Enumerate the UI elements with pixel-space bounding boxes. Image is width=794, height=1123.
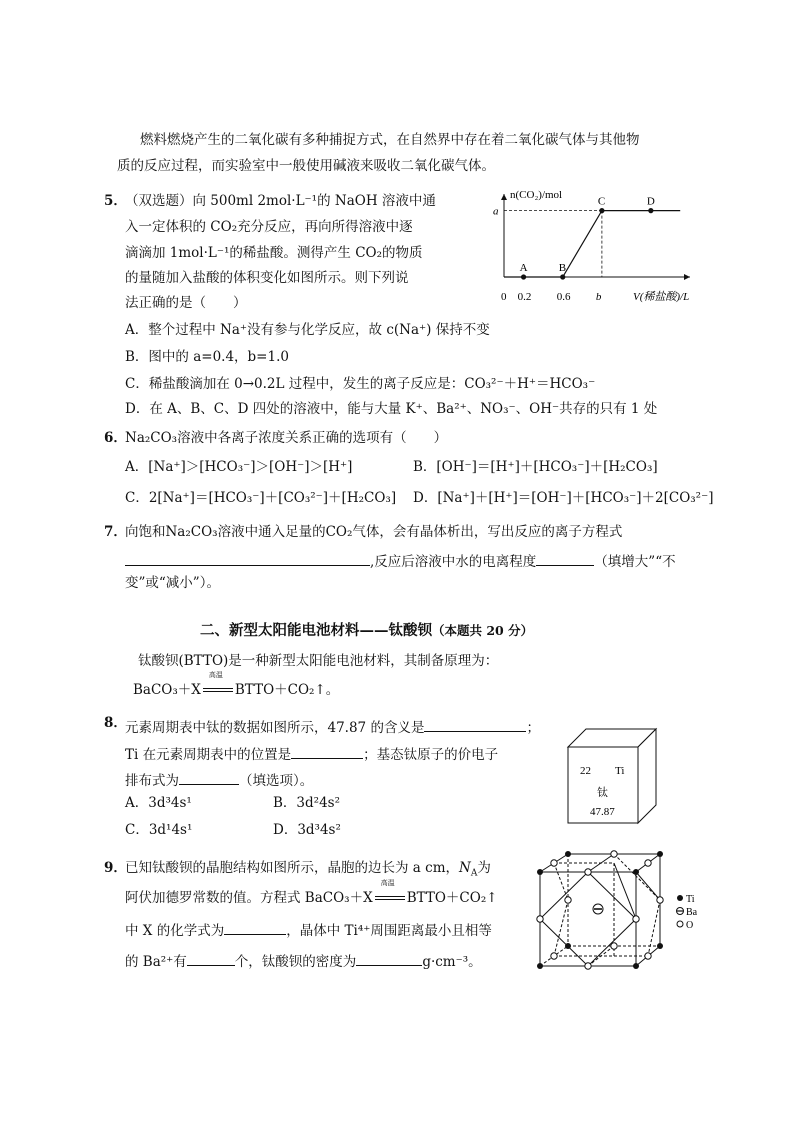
q8-number: 8． xyxy=(104,715,127,731)
q8-line-3-text: 排布式为 xyxy=(125,773,179,789)
q8-option-c: C．3d¹4s¹ xyxy=(125,822,193,838)
q7-number: 7． xyxy=(104,524,127,540)
q9-line-4-mid: 个，钛酸钡的密度为 xyxy=(234,954,357,970)
q8-blank-meaning[interactable] xyxy=(424,717,526,732)
q7-line-3: 变”或“减小”）。 xyxy=(125,575,220,591)
q5-number: 5． xyxy=(104,193,127,209)
q9-line-3 xyxy=(125,920,492,939)
q5-option-d: D．在 A、B、C、D 四处的溶液中，能与大量 K⁺、Ba²⁺、NO₃⁻、OH⁻共存的只有 1 处 xyxy=(125,401,658,417)
point-label-c: C xyxy=(597,195,606,208)
q9-blank-formula[interactable] xyxy=(224,920,286,935)
crystal-cell-diagram xyxy=(528,848,708,970)
co2-chart xyxy=(490,180,705,305)
element-name: 钛 xyxy=(597,787,608,799)
q6-option-c: C．2[Na⁺]＝[HCO₃⁻]＋[CO₃²⁻]＋[H₂CO₃] xyxy=(125,490,397,506)
q5-option-b: B．图中的 a=0.4，b=1.0 xyxy=(125,349,289,365)
q5-line-5: 法正确的是（ ） xyxy=(125,295,247,311)
q9-blank-count[interactable] xyxy=(187,951,235,966)
y-tick-label: a xyxy=(493,205,499,218)
q6-option-d: D．[Na⁺]＋[H⁺]＝[OH⁻]＋[HCO₃⁻]＋2[CO₃²⁻] xyxy=(413,490,714,506)
q8-option-d: D．3d³4s² xyxy=(273,822,341,838)
q9-line-4-end: g·cm⁻³。 xyxy=(422,954,482,970)
origin-label: 0 xyxy=(501,291,507,303)
element-mass: 47.87 xyxy=(590,806,615,818)
q9-line-3-text: 中 X 的化学式为 xyxy=(125,923,225,939)
q9-line-2-text: 阿伏加德罗常数的值。方程式 BaCO₃＋X xyxy=(125,890,373,906)
q8-blank-position[interactable] xyxy=(291,744,363,759)
legend-o-marker xyxy=(677,921,683,927)
section-2-score: （本题共 20 分） xyxy=(432,623,534,638)
q7-line-2 xyxy=(125,551,676,570)
point-b xyxy=(560,274,565,279)
x-axis-label: V(稀盐酸)/L xyxy=(633,291,690,303)
q8-line-3-end: （填选项）。 xyxy=(239,773,314,789)
q6-option-b: B．[OH⁻]＝[H⁺]＋[HCO₃⁻]＋[H₂CO₃] xyxy=(413,459,658,475)
avogadro-subscript: A xyxy=(470,868,478,879)
q7-line-2-end: （填增大”“不 xyxy=(594,554,676,570)
q9-blank-density[interactable] xyxy=(356,951,422,966)
q8-line-1 xyxy=(125,717,540,736)
point-d xyxy=(648,208,653,213)
section-2-heading xyxy=(200,624,533,639)
intro-line-1: 燃料燃烧产生的二氧化碳有多种捕捉方式，在自然界中存在着二氧化碳气体与其他物 xyxy=(140,132,640,148)
q5-option-a: A．整个过程中 Na⁺没有参与化学反应，故 c(Na⁺) 保持不变 xyxy=(125,322,490,338)
point-a xyxy=(521,274,526,279)
point-label-a: A xyxy=(519,262,528,274)
point-label-d: D xyxy=(646,195,655,208)
q9-number: 9． xyxy=(104,860,127,876)
q7-line-1: 向饱和Na₂CO₃溶液中通入足量的CO₂气体，会有晶体析出，写出反应的离子方程式 xyxy=(125,524,623,540)
x-tick-label: b xyxy=(595,291,602,303)
q5-option-c: C．稀盐酸滴加在 0→0.2L 过程中，发生的离子反应是：CO₃²⁻＋H⁺＝HCO₃⁻ xyxy=(125,376,596,392)
q9-line-2 xyxy=(125,879,498,906)
q7-blank-equation[interactable] xyxy=(125,551,370,566)
element-number: 22 xyxy=(580,765,591,777)
avogadro-symbol: N xyxy=(459,860,471,876)
legend-o-label: O xyxy=(686,920,694,931)
equation-condition-sign xyxy=(201,671,235,694)
legend-ti-label: Ti xyxy=(686,894,695,905)
q9-equation-condition: 高温 xyxy=(380,879,395,887)
element-symbol: Ti xyxy=(615,765,625,777)
legend-ba-label: Ba xyxy=(686,907,698,918)
q6-option-a: A．[Na⁺]＞[HCO₃⁻]＞[OH⁻]＞[H⁺] xyxy=(125,459,353,475)
q6-number: 6． xyxy=(104,430,127,446)
q9-line-2-end: BTTO＋CO₂↑ xyxy=(406,890,498,906)
intro-line-2: 质的反应过程，而实验室中一般使用碱液来吸收二氧化碳气体。 xyxy=(117,158,495,174)
periodic-cell-box xyxy=(560,725,665,827)
q5-line-3: 滴滴加 1mol·L⁻¹的稀盐酸。测得产生 CO₂的物质 xyxy=(125,245,423,261)
point-label-b: B xyxy=(558,262,567,274)
q8-option-b: B．3d²4s² xyxy=(273,795,340,811)
section-2-description: 钛酸钡(BTTO)是一种新型太阳能电池材料，其制备原理为： xyxy=(138,653,499,669)
q7-blank-ionization[interactable] xyxy=(536,551,594,566)
q8-option-a: A．3d³4s¹ xyxy=(125,795,192,811)
q8-line-2 xyxy=(125,744,498,763)
equation-left: BaCO₃＋X xyxy=(133,682,201,698)
q9-line-3-end: ，晶体中 Ti⁴⁺周围距离最小且相等 xyxy=(286,923,492,939)
q9-line-4-text: 的 Ba²⁺有 xyxy=(125,954,187,970)
q5-line-2: 入一定体积的 CO₂充分反应，再向所得溶液中逐 xyxy=(125,219,413,235)
x-tick-label: 0.6 xyxy=(556,291,571,303)
q8-line-2-end: ；基态钛原子的价电子 xyxy=(363,747,499,763)
q8-line-3 xyxy=(125,770,313,789)
q9-line-1-text: 已知钛酸钡的晶胞结构如图所示，晶胞的边长为 a cm， xyxy=(125,860,459,876)
q8-line-1-text: 元素周期表中钛的数据如图所示，47.87 的含义是 xyxy=(125,720,425,736)
x-tick-label: 0.2 xyxy=(517,291,532,303)
q9-line-1 xyxy=(125,862,491,879)
q8-line-2-text: Ti 在元素周期表中的位置是 xyxy=(125,747,292,763)
q9-line-1-end: 为 xyxy=(477,860,491,876)
q9-line-4 xyxy=(125,951,482,970)
equation-right: BTTO＋CO₂↑。 xyxy=(234,682,340,698)
q6-stem: Na₂CO₃溶液中各离子浓度关系正确的选项有（ ） xyxy=(125,430,448,446)
y-axis-label: n(CO₂)/mol xyxy=(510,189,563,201)
q5-line-4: 的量随加入盐酸的体积变化如图所示。则下列说 xyxy=(125,270,409,286)
q5-line-1: （双选题）向 500ml 2mol·L⁻¹的 NaOH 溶液中通 xyxy=(125,193,436,209)
q8-line-1-end: ； xyxy=(526,720,540,736)
equation-condition: 高温 xyxy=(208,671,223,679)
q8-blank-config[interactable] xyxy=(179,770,239,785)
section-2-title: 二、新型太阳能电池材料——钛酸钡 xyxy=(200,622,432,639)
legend-ti-marker xyxy=(677,895,683,901)
q9-equation-condition-sign xyxy=(373,879,407,902)
section-2-equation xyxy=(133,671,340,698)
series-line xyxy=(504,211,680,277)
point-c xyxy=(599,208,604,213)
q7-line-2-mid: ,反应后溶液中水的电离程度 xyxy=(370,554,537,570)
